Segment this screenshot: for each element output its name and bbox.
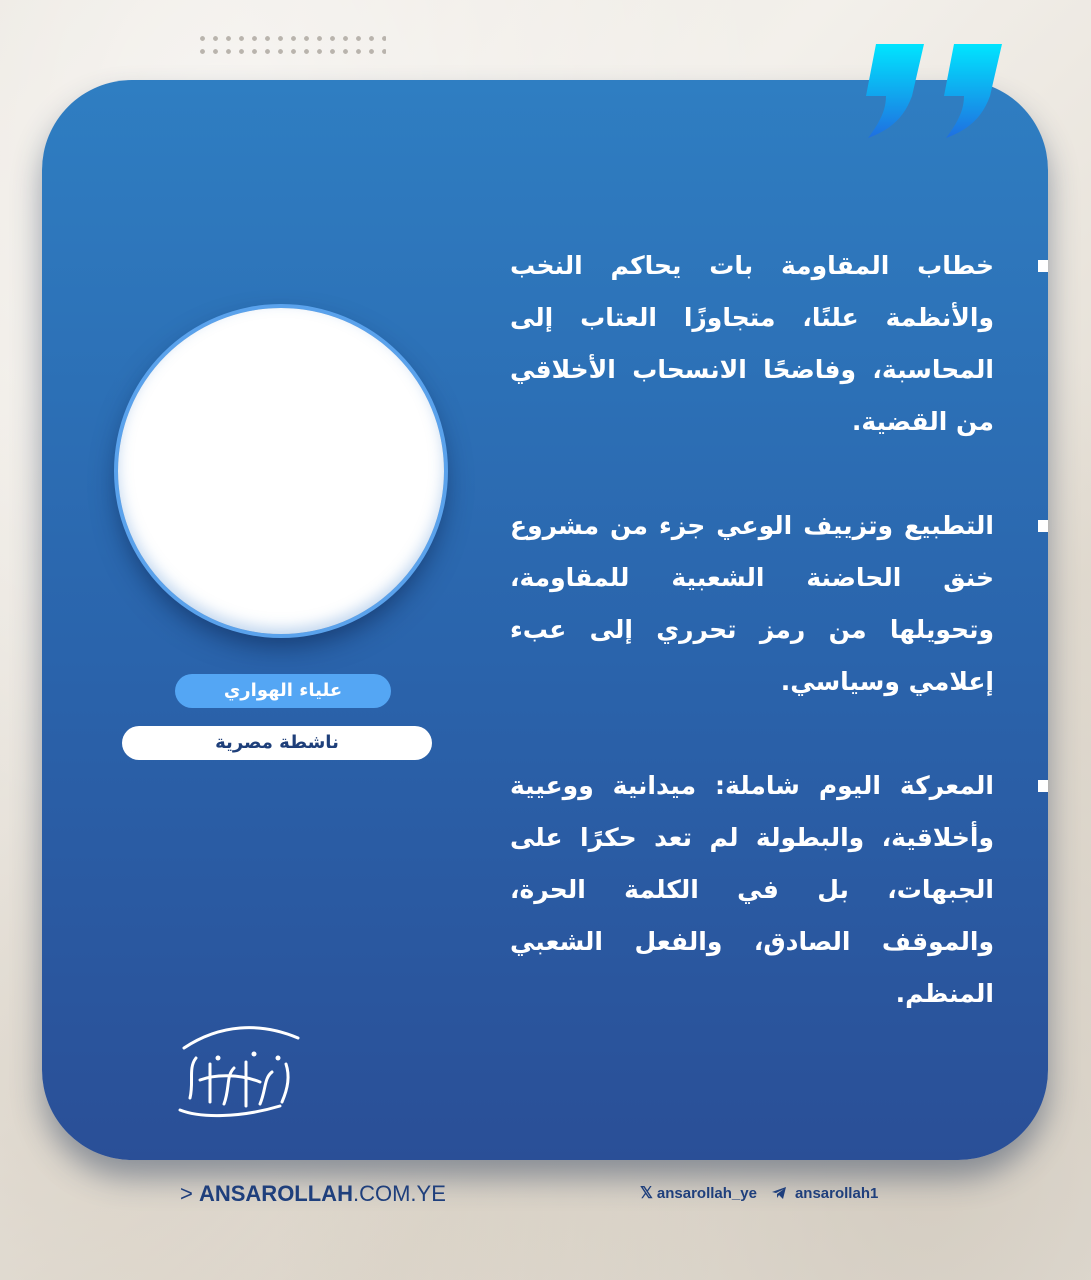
website-brand: ANSAROLLAH: [198, 1181, 353, 1206]
website-link[interactable]: [180, 1181, 446, 1207]
telegram-icon: [771, 1186, 787, 1200]
speaker-name: علياء الهواري: [175, 674, 391, 708]
bullet-square-icon: [1038, 780, 1048, 792]
quote-text: التطبيع وتزييف الوعي جزء من مشروع خنق الحاضنة الشعبية للمقاومة، وتحويلها من رمز تحرري إلى عبء إعلامي وسياسي.: [510, 511, 994, 696]
quote-item: [510, 240, 1048, 448]
bullet-square-icon: [1038, 260, 1048, 272]
ansarollah-calligraphy-logo: [160, 1018, 310, 1128]
quote-item: [510, 760, 1048, 1020]
quote-card: [42, 80, 1048, 1160]
social-handles: [640, 1183, 878, 1203]
website-suffix: .COM.YE: [352, 1181, 446, 1206]
decorative-dots: [196, 32, 386, 58]
website-prefix: >: [180, 1181, 199, 1206]
telegram-handle[interactable]: ansarollah1: [794, 1184, 879, 1202]
quote-mark-icon: [858, 38, 1008, 143]
x-handle[interactable]: ansarollah_ye: [656, 1184, 757, 1202]
x-logo-icon: 𝕏: [640, 1185, 653, 1202]
bullet-square-icon: [1038, 520, 1048, 532]
speaker-role: ناشطة مصرية: [122, 726, 432, 760]
quote-text: خطاب المقاومة بات يحاكم النخب والأنظمة علنًا، متجاوزًا العتاب إلى المحاسبة، وفاضحًا الانسحاب الأخلاقي من القضية.: [510, 251, 994, 436]
quote-text: المعركة اليوم شاملة: ميدانية ووعيية وأخلاقية، والبطولة لم تعد حكرًا على الجبهات، بل في الكلمة الحرة، والموقف الصادق، والفعل الشعبي المنظم.: [510, 771, 994, 1008]
portrait-placeholder: [118, 308, 444, 634]
quote-item: [510, 500, 1048, 708]
